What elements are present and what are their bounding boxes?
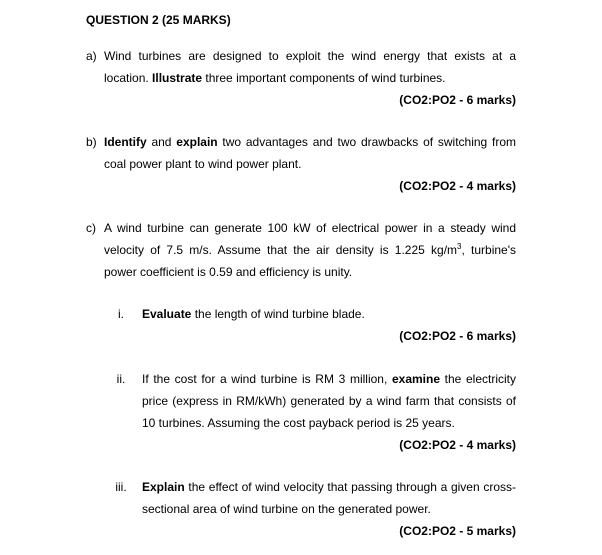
part-c-i-label: i. — [118, 307, 124, 321]
part-b-marks: (CO2:PO2 - 4 marks) — [399, 179, 516, 193]
part-a-text — [104, 45, 516, 89]
question-part-c-ii — [108, 368, 516, 456]
part-c-i-text — [142, 303, 516, 325]
part-c-i-marks: (CO2:PO2 - 6 marks) — [399, 329, 516, 343]
part-a-text-1: Wind turbines are designed to exploit the wind energy that exists at a location. — [104, 49, 516, 85]
part-c-ii-text — [142, 368, 516, 434]
part-b-text-1: and — [146, 135, 177, 149]
question-heading: QUESTION 2 (25 MARKS) — [86, 13, 231, 27]
part-a-text-2: three important components of wind turbines. — [202, 71, 446, 85]
part-c-superscript: 3 — [457, 242, 462, 251]
part-c-i-keyword: Evaluate — [142, 307, 192, 321]
part-a-label: a) — [86, 49, 97, 63]
part-c-ii-text-1: If the cost for a wind turbine is RM 3 million, — [142, 372, 392, 386]
part-c-iii-label: iii. — [115, 480, 127, 494]
part-c-ii-text-2: the electricity price (express in RM/kWh) generated by a wind farm that consists of 10 turbines. Assuming the cost payback period is 25 years. — [142, 372, 517, 430]
part-c-label: c) — [86, 221, 96, 235]
part-a-keyword: Illustrate — [152, 71, 203, 85]
question-part-a — [86, 45, 516, 111]
part-c-text-1: A wind turbine can generate 100 kW of electrical power in a steady wind velocity of 7.5 m/s. Assume that the air density is 1.225 kg/m — [104, 221, 516, 257]
part-c-ii-label: ii. — [116, 372, 126, 386]
part-c-iii-keyword: Explain — [142, 480, 185, 494]
part-b-label: b) — [86, 135, 97, 149]
part-b-keyword-explain: explain — [176, 135, 218, 149]
question-part-b — [86, 131, 516, 197]
part-c-ii-keyword: examine — [391, 372, 440, 386]
question-part-c — [86, 217, 516, 283]
part-c-text — [104, 217, 516, 283]
part-b-keyword-identify: Identify — [104, 135, 147, 149]
part-b-text-2: two advantages and two drawbacks of switching from coal power plant to wind power plant. — [104, 135, 516, 171]
part-c-iii-text-1: the effect of wind velocity that passing through a given cross-sectional area of wind turbine on the generated power. — [142, 480, 516, 516]
part-c-i-text-1: the length of wind turbine blade. — [191, 307, 365, 321]
question-part-c-i — [108, 303, 516, 347]
part-b-text — [104, 131, 516, 175]
part-c-iii-text — [142, 476, 516, 520]
part-c-ii-marks: (CO2:PO2 - 4 marks) — [399, 438, 516, 452]
question-part-c-iii — [108, 476, 516, 542]
part-a-marks: (CO2:PO2 - 6 marks) — [399, 93, 516, 107]
part-c-iii-marks: (CO2:PO2 - 5 marks) — [399, 524, 516, 538]
part-c-text-2: , turbine's power coefficient is 0.59 and efficiency is unity. — [104, 243, 517, 279]
